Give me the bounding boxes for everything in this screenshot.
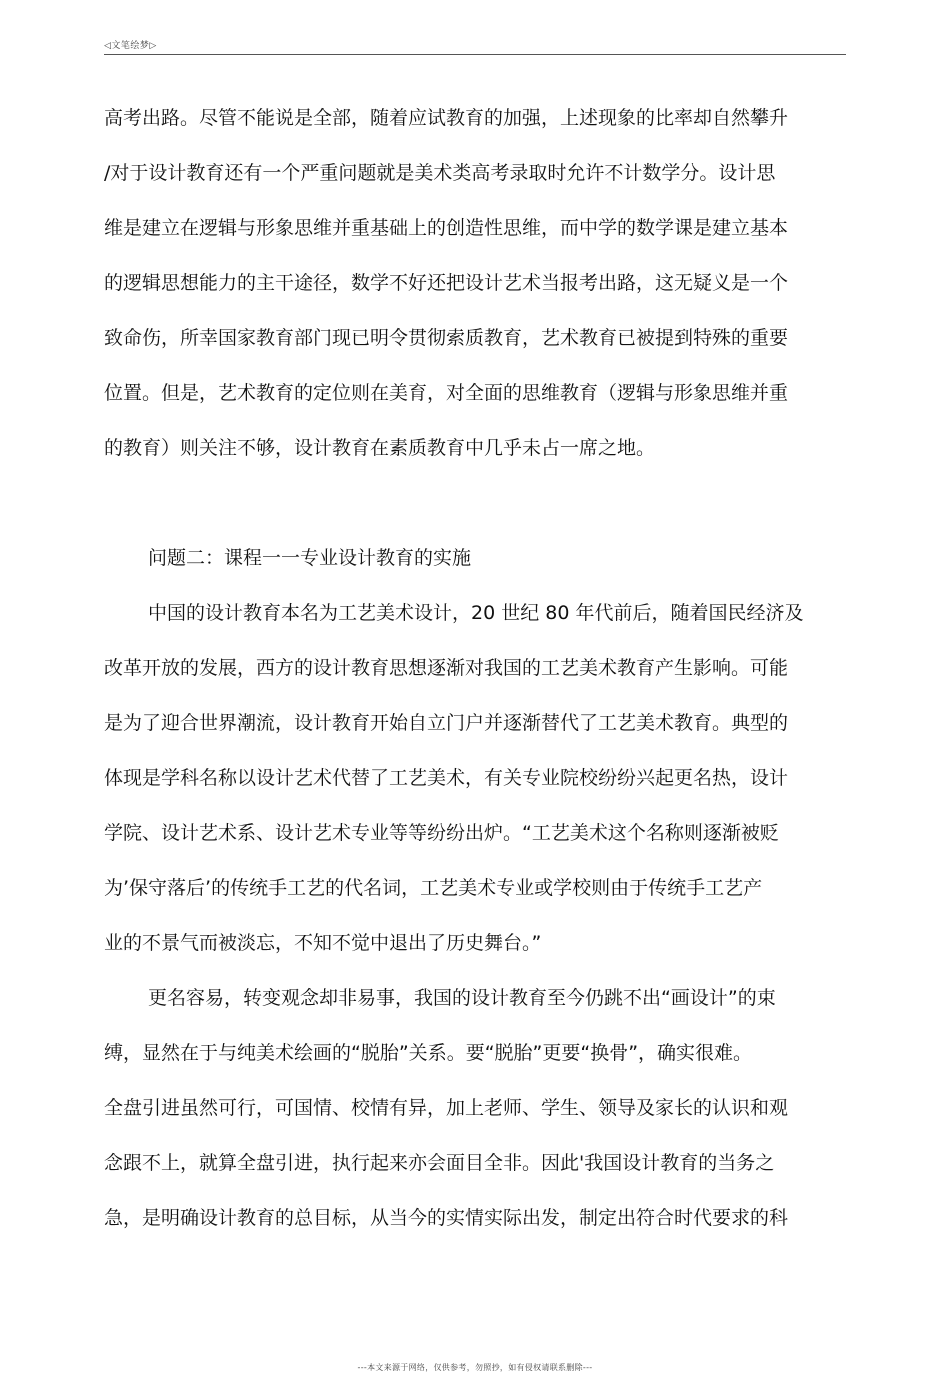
paragraph-first-line: 中国的设计教育本名为工艺美术设计，20 世纪 80 年代前后，随着国民经济及 bbox=[148, 602, 804, 624]
text-line: 高考出路。尽管不能说是全部，随着应试教育的加强，上述现象的比率却自然攀升 bbox=[104, 107, 789, 129]
text-line: 位置。但是，艺术教育的定位则在美育，对全面的思维教育（逻辑与形象思维并重 bbox=[104, 382, 789, 404]
text-line: 致命伤，所幸国家教育部门现已明令贯彻索质教育，艺术教育已被提到特殊的重要 bbox=[104, 327, 789, 349]
text-line: 全盘引进虽然可行，可国情、校情有异，加上老师、学生、领导及家长的认识和观 bbox=[104, 1097, 789, 1119]
text-line: 的逻辑思想能力的主干途径，数学不好还把设计艺术当报考出路，这无疑义是一个 bbox=[104, 272, 789, 294]
text-line: 业的不景气而被淡忘，不知不觉中退出了历史舞台。” bbox=[104, 932, 542, 954]
text-line: 的教育）则关注不够，设计教育在素质教育中几乎未占一席之地。 bbox=[104, 437, 656, 459]
page-footer: ---本文来源于网络，仅供参考，勿照抄，如有侵权请联系删除--- bbox=[357, 1363, 593, 1372]
text-line: 念跟不上，就算全盘引进，执行起来亦会面目全非。因此'我国设计教育的当务之 bbox=[104, 1152, 775, 1174]
text-line: 改革开放的发展，西方的设计教育思想逐渐对我国的工艺美术教育产生影响。可能 bbox=[104, 657, 789, 679]
text-line: 学院、设计艺术系、设计艺术专业等等纷纷出炉。“工艺美术这个名称则逐渐被贬 bbox=[104, 822, 779, 844]
text-line: 缚，显然在于与纯美术绘画的“脱胎”关系。要“脱胎”更要“换骨”，确实很难。 bbox=[104, 1042, 753, 1064]
text-line: 体现是学科名称以设计艺术代替了工艺美术，有关专业院校纷纷兴起更名热，设计 bbox=[104, 767, 789, 789]
text-line: 是为了迎合世界潮流，设计教育开始自立门户并逐渐替代了工艺美术教育。典型的 bbox=[104, 712, 789, 734]
text-line: 维是建立在逻辑与形象思维并重基础上的创造性思维，而中学的数学课是建立基本 bbox=[104, 217, 789, 239]
text-line: /对于设计教育还有一个严重问题就是美术类高考录取时允许不计数学分。设计思 bbox=[104, 162, 776, 184]
text-line: 为’保守落后’的传统手工艺的代名词，工艺美术专业或学校则由于传统手工艺产 bbox=[104, 877, 763, 899]
page-header: ◁文笔绘梦▷ bbox=[104, 41, 157, 51]
paragraph-first-line: 问题二：课程一一专业设计教育的实施 bbox=[148, 547, 472, 569]
paragraph-first-line: 更名容易，转变观念却非易事，我国的设计教育至今仍跳不出“画设计”的束 bbox=[148, 987, 776, 1009]
text-line: 急，是明确设计教育的总目标，从当今的实情实际出发，制定出符合时代要求的科 bbox=[104, 1207, 789, 1229]
header-divider bbox=[104, 54, 846, 55]
